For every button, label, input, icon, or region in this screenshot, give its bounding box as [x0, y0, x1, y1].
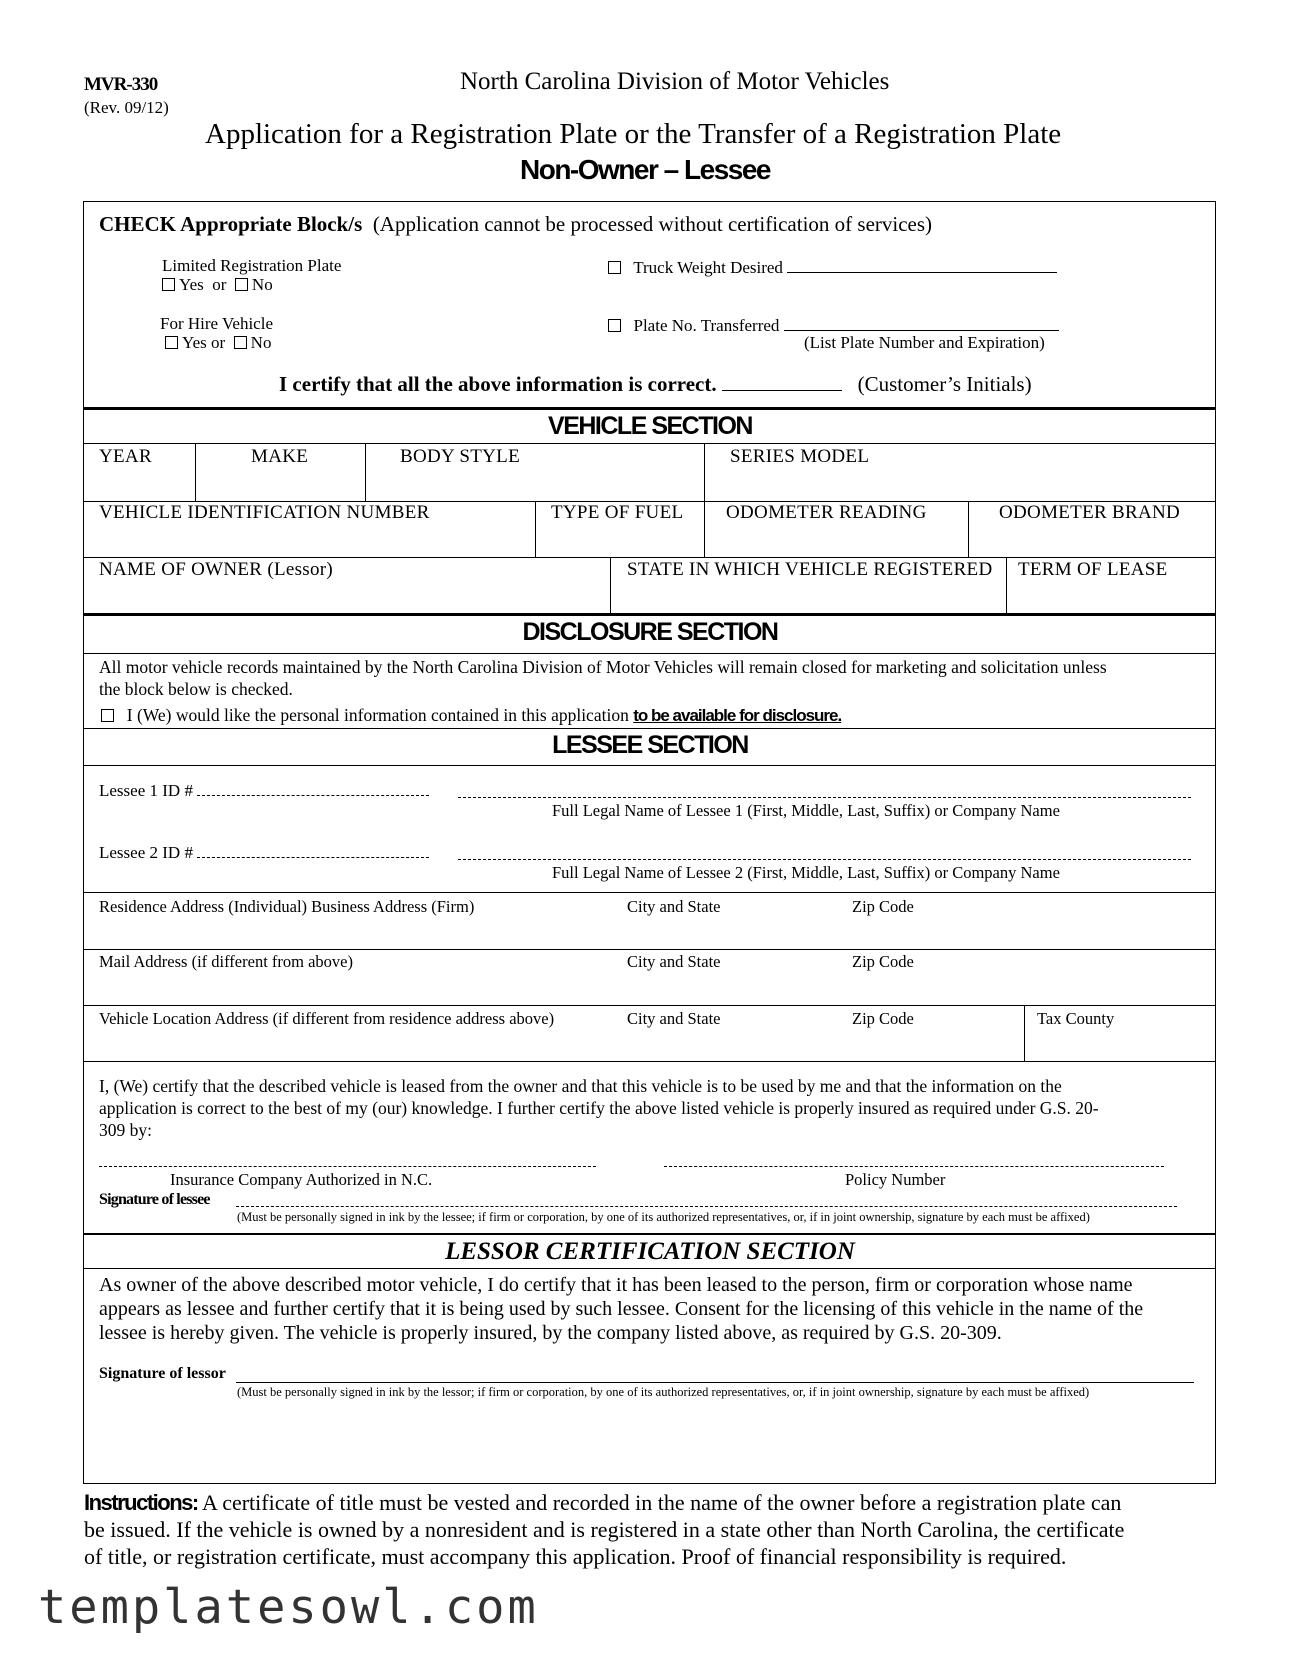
divider — [365, 443, 366, 501]
divider — [704, 443, 705, 557]
location-city-label: City and State — [627, 1009, 721, 1028]
body-style-label: BODY STYLE — [400, 446, 520, 467]
lessor-text-1: As owner of the above described motor vehicle, I do certify that it has been leased to the person, firm or corporation whose name — [99, 1274, 1133, 1296]
certify-row — [279, 372, 1032, 397]
divider — [1006, 557, 1007, 613]
lessor-signature-label: Signature of lessor — [99, 1365, 226, 1382]
limited-plate-label: Limited Registration Plate — [162, 256, 342, 275]
for-hire-yes-checkbox[interactable] — [165, 336, 178, 349]
limited-no-checkbox[interactable] — [235, 278, 248, 291]
divider — [1024, 1005, 1025, 1061]
disclosure-option-bold: to be available for disclosure. — [633, 706, 842, 725]
divider — [610, 557, 611, 613]
instructions-line-2: be issued. If the vehicle is owned by a nonresident and is registered in a state other than North Carolina, the certificate — [84, 1517, 1125, 1542]
form-title: Application for a Registration Plate or the Transfer of a Registration Plate — [205, 118, 1062, 150]
lessee2-id-field[interactable] — [197, 843, 429, 858]
residence-label: Residence Address (Individual) Business Address (Firm) — [99, 897, 475, 916]
or-label: or — [211, 333, 226, 352]
divider — [83, 407, 1216, 410]
make-label: MAKE — [251, 446, 309, 467]
fuel-label: TYPE OF FUEL — [551, 502, 684, 523]
no-label: No — [250, 333, 272, 352]
lessee1-id-label: Lessee 1 ID # — [99, 781, 193, 800]
divider — [83, 1005, 1216, 1006]
certify-text: I certify that all the above information is correct. — [279, 372, 717, 396]
divider — [83, 728, 1216, 729]
lessee-certify-2: application is correct to the best of my (our) knowledge. I further certify the above listed vehicle is properly insured as required under G.S. 20- — [99, 1098, 1099, 1118]
owner-label: NAME OF OWNER (Lessor) — [99, 559, 334, 580]
lessee1-id-row — [99, 781, 429, 801]
truck-weight-checkbox[interactable] — [608, 261, 621, 274]
yes-label: Yes — [182, 333, 207, 352]
limited-yes-checkbox[interactable] — [162, 278, 175, 291]
divider — [83, 557, 1216, 558]
lessee2-id-row — [99, 843, 429, 863]
for-hire-label: For Hire Vehicle — [160, 314, 273, 333]
lessee1-name-label: Full Legal Name of Lessee 1 (First, Middle, Last, Suffix) or Company Name — [552, 801, 1060, 820]
disclosure-option — [101, 705, 841, 726]
lessee-signature-field[interactable] — [236, 1194, 1177, 1207]
lessee1-id-field[interactable] — [197, 781, 429, 796]
instructions-line-1 — [84, 1490, 1121, 1516]
lessee-signature-note: (Must be personally signed in ink by the lessee; if firm or corporation, by one of its authorized representatives, or, if in joint ownership, signature by each must be affixed) — [237, 1210, 1090, 1224]
term-label: TERM OF LEASE — [1018, 559, 1168, 580]
plate-transferred-label: Plate No. Transferred — [633, 316, 780, 335]
odometer-brand-label: ODOMETER BRAND — [999, 502, 1181, 523]
divider — [83, 765, 1216, 766]
vehicle-section-title: VEHICLE SECTION — [548, 412, 752, 440]
lessor-text-2: appears as lessee and further certify that it is being used by such lessee. Consent for the licensing of this vehicle in the name of the — [99, 1298, 1144, 1320]
disclosure-checkbox[interactable] — [101, 709, 114, 722]
disclosure-section-title: DISCLOSURE SECTION — [522, 618, 778, 646]
plate-transferred-checkbox[interactable] — [608, 319, 621, 332]
instructions-label: Instructions: — [84, 1490, 198, 1515]
divider — [83, 613, 1216, 616]
divider — [83, 1061, 1216, 1062]
divider — [195, 443, 196, 501]
instructions-line-3: of title, or registration certificate, must accompany this application. Proof of financial responsibility is required. — [84, 1544, 1067, 1569]
plate-transferred-field[interactable] — [784, 314, 1059, 331]
or-label: or — [212, 275, 227, 294]
lessee2-name-label: Full Legal Name of Lessee 2 (First, Middle, Last, Suffix) or Company Name — [552, 863, 1060, 882]
lessee2-name-field[interactable] — [458, 845, 1191, 860]
policy-number-field[interactable] — [664, 1154, 1164, 1167]
series-model-label: SERIES MODEL — [730, 446, 870, 467]
year-label: YEAR — [99, 446, 152, 467]
policy-number-label: Policy Number — [845, 1170, 946, 1189]
insurance-company-field[interactable] — [99, 1154, 596, 1167]
form-subtitle: Non-Owner – Lessee — [520, 154, 770, 185]
limited-plate-options — [162, 275, 273, 295]
plate-note: (List Plate Number and Expiration) — [804, 333, 1045, 352]
insurance-company-label: Insurance Company Authorized in N.C. — [170, 1170, 433, 1189]
lessee-certify-3: 309 by: — [99, 1120, 152, 1140]
divider — [535, 501, 536, 557]
lessee-section-title: LESSEE SECTION — [552, 731, 748, 759]
lessor-signature-field[interactable] — [236, 1366, 1194, 1383]
odometer-reading-label: ODOMETER READING — [726, 502, 927, 523]
disclosure-text: All motor vehicle records maintained by the North Carolina Division of Motor Vehicles will remain closed for marketing and solicitation unless — [99, 657, 1107, 677]
truck-weight-label: Truck Weight Desired — [633, 258, 783, 277]
mail-label: Mail Address (if different from above) — [99, 952, 353, 971]
truck-weight-field[interactable] — [787, 256, 1057, 273]
check-heading — [99, 212, 932, 237]
divider — [83, 949, 1216, 950]
divider — [83, 892, 1216, 893]
tax-county-label: Tax County — [1037, 1009, 1115, 1028]
disclosure-option-text: I (We) would like the personal information contained in this application — [126, 705, 629, 725]
form-id: MVR-330 — [84, 74, 158, 95]
vin-label: VEHICLE IDENTIFICATION NUMBER — [99, 502, 430, 523]
truck-weight-row — [608, 256, 1057, 278]
for-hire-options — [165, 333, 271, 353]
check-heading-note: (Application cannot be processed without certification of services) — [372, 212, 933, 236]
initials-field[interactable] — [722, 372, 842, 391]
divider — [968, 501, 969, 557]
watermark: templatesowl.com — [38, 1580, 539, 1635]
mail-city-label: City and State — [627, 952, 721, 971]
revision: (Rev. 09/12) — [84, 98, 169, 117]
lessor-section-title: LESSOR CERTIFICATION SECTION — [445, 1238, 855, 1265]
divider — [83, 653, 1216, 654]
mail-zip-label: Zip Code — [852, 952, 914, 971]
instructions-text-1: A certificate of title must be vested and recorded in the name of the owner before a registration plate can — [202, 1490, 1122, 1515]
divider — [83, 443, 1216, 444]
state-label: STATE IN WHICH VEHICLE REGISTERED — [627, 559, 993, 580]
agency-name: North Carolina Division of Motor Vehicles — [460, 68, 890, 95]
lessor-text-3: lessee is hereby given. The vehicle is properly insured, by the company listed above, as required by G.S. 20-309. — [99, 1322, 1002, 1344]
initials-label: (Customer’s Initials) — [857, 372, 1032, 396]
lessee-signature-label: Signature of lessee — [99, 1191, 210, 1208]
lessee2-id-label: Lessee 2 ID # — [99, 843, 193, 862]
vehicle-location-label: Vehicle Location Address (if different from residence address above) — [99, 1009, 555, 1028]
lessee-certify-1: I, (We) certify that the described vehicle is leased from the owner and that this vehicle is to be used by me and that the information on the — [99, 1076, 1062, 1096]
location-zip-label: Zip Code — [852, 1009, 914, 1028]
residence-zip-label: Zip Code — [852, 897, 914, 916]
check-heading-prefix: CHECK Appropriate Block/s — [99, 212, 363, 236]
divider — [83, 1268, 1216, 1269]
lessee1-name-field[interactable] — [458, 783, 1191, 798]
yes-label: Yes — [179, 275, 204, 294]
lessor-signature-note: (Must be personally signed in ink by the lessor; if firm or corporation, by one of its authorized representatives, or, if in joint ownership, signature by each must be affixed) — [237, 1385, 1090, 1399]
no-label: No — [251, 275, 273, 294]
for-hire-no-checkbox[interactable] — [234, 336, 247, 349]
disclosure-text-2: the block below is checked. — [99, 679, 293, 699]
residence-city-label: City and State — [627, 897, 721, 916]
divider — [83, 1233, 1216, 1235]
